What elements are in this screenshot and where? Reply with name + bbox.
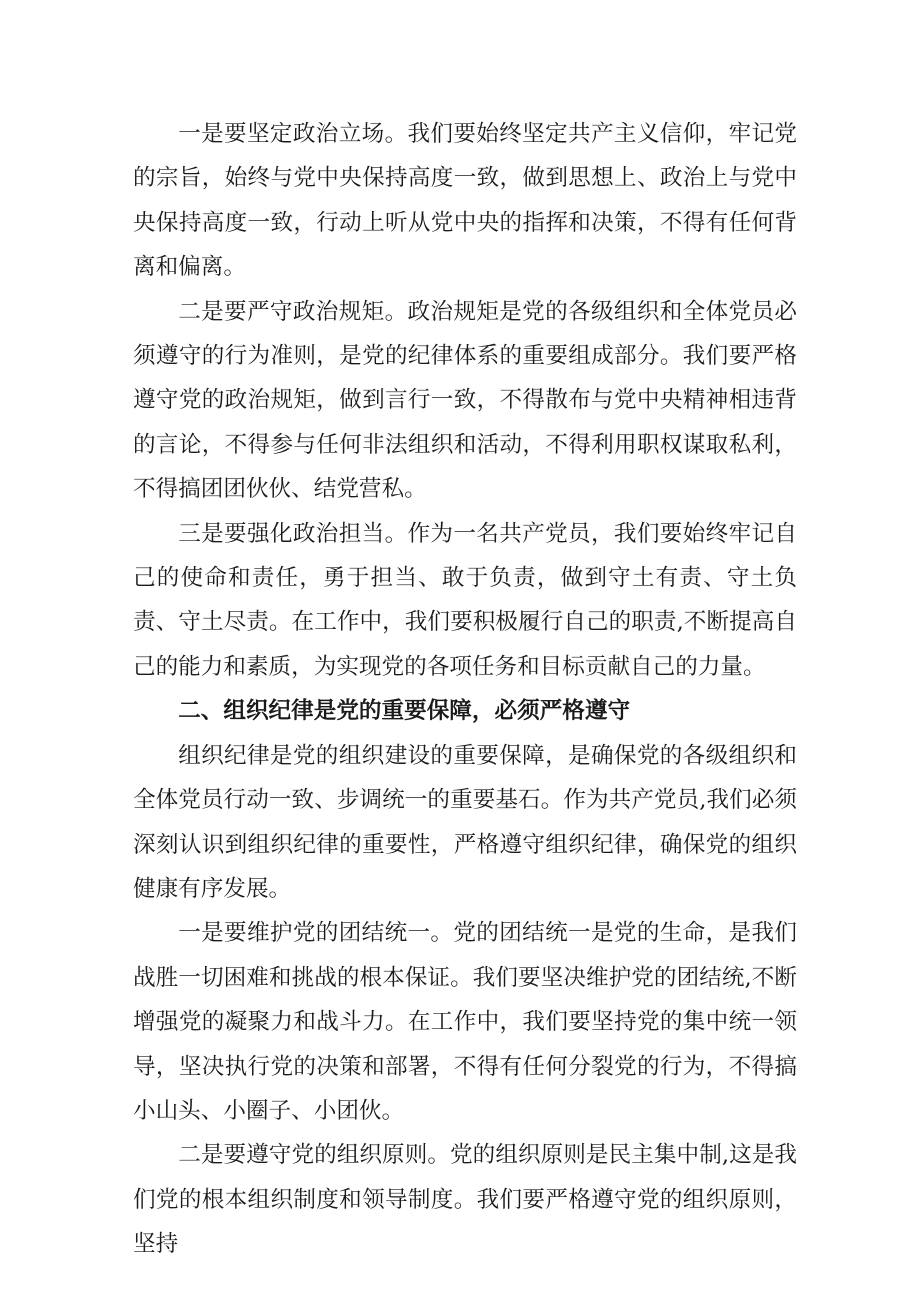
section-heading-organizational-discipline: 二、组织纪律是党的重要保障，必须严格遵守 <box>178 698 631 725</box>
paragraph-political-rules: 二是要严守政治规矩。政治规矩是党的各级组织和全体党员必须遵守的行为准则，是党的纪律体系的重要组成部分。我们要严格遵守党的政治规矩，做到言行一致，不得散布与党中央精神相违背的言论，不得参与任何非法组织和活动，不得利用职权谋取私利，不得搞团团伙伙、结党营私。 <box>133 298 797 503</box>
paragraph-party-unity: 一是要维护党的团结统一。党的团结统一是党的生命，是我们战胜一切困难和挑战的根本保证。我们要坚决维护党的团结统,不断增强党的凝聚力和战斗力。在工作中，我们要坚持党的集中统一领导，坚决执行党的决策和部署，不得有任何分裂党的行为，不得搞小山头、小圈子、小团伙。 <box>133 920 797 1124</box>
paragraph-political-stance: 一是要坚定政治立场。我们要始终坚定共产主义信仰，牢记党的宗旨，始终与党中央保持高度一致，做到思想上、政治上与党中央保持高度一致，行动上听从党中央的指挥和决策，不得有任何背离和偏离。 <box>133 121 797 281</box>
paragraph-political-responsibility: 三是要强化政治担当。作为一名共产党员，我们要始终牢记自己的使命和责任，勇于担当、敢于负责，做到守土有责、守土负责、守土尽责。在工作中，我们要积极履行自己的职责,不断提高自己的能力和素质，为实现党的各项任务和目标贡献自己的力量。 <box>133 520 797 680</box>
document-body <box>133 112 797 1267</box>
paragraph-organizational-discipline-intro: 组织纪律是党的组织建设的重要保障，是确保党的各级组织和全体党员行动一致、步调统一的重要基石。作为共产党员,我们必须深刻认识到组织纪律的重要性，严格遵守组织纪律，确保党的组织健康有序发展。 <box>133 742 797 902</box>
paragraph-organizational-principles: 二是要遵守党的组织原则。党的组织原则是民主集中制,这是我们党的根本组织制度和领导制度。我们要严格遵守党的组织原则，坚持 <box>133 1142 797 1258</box>
